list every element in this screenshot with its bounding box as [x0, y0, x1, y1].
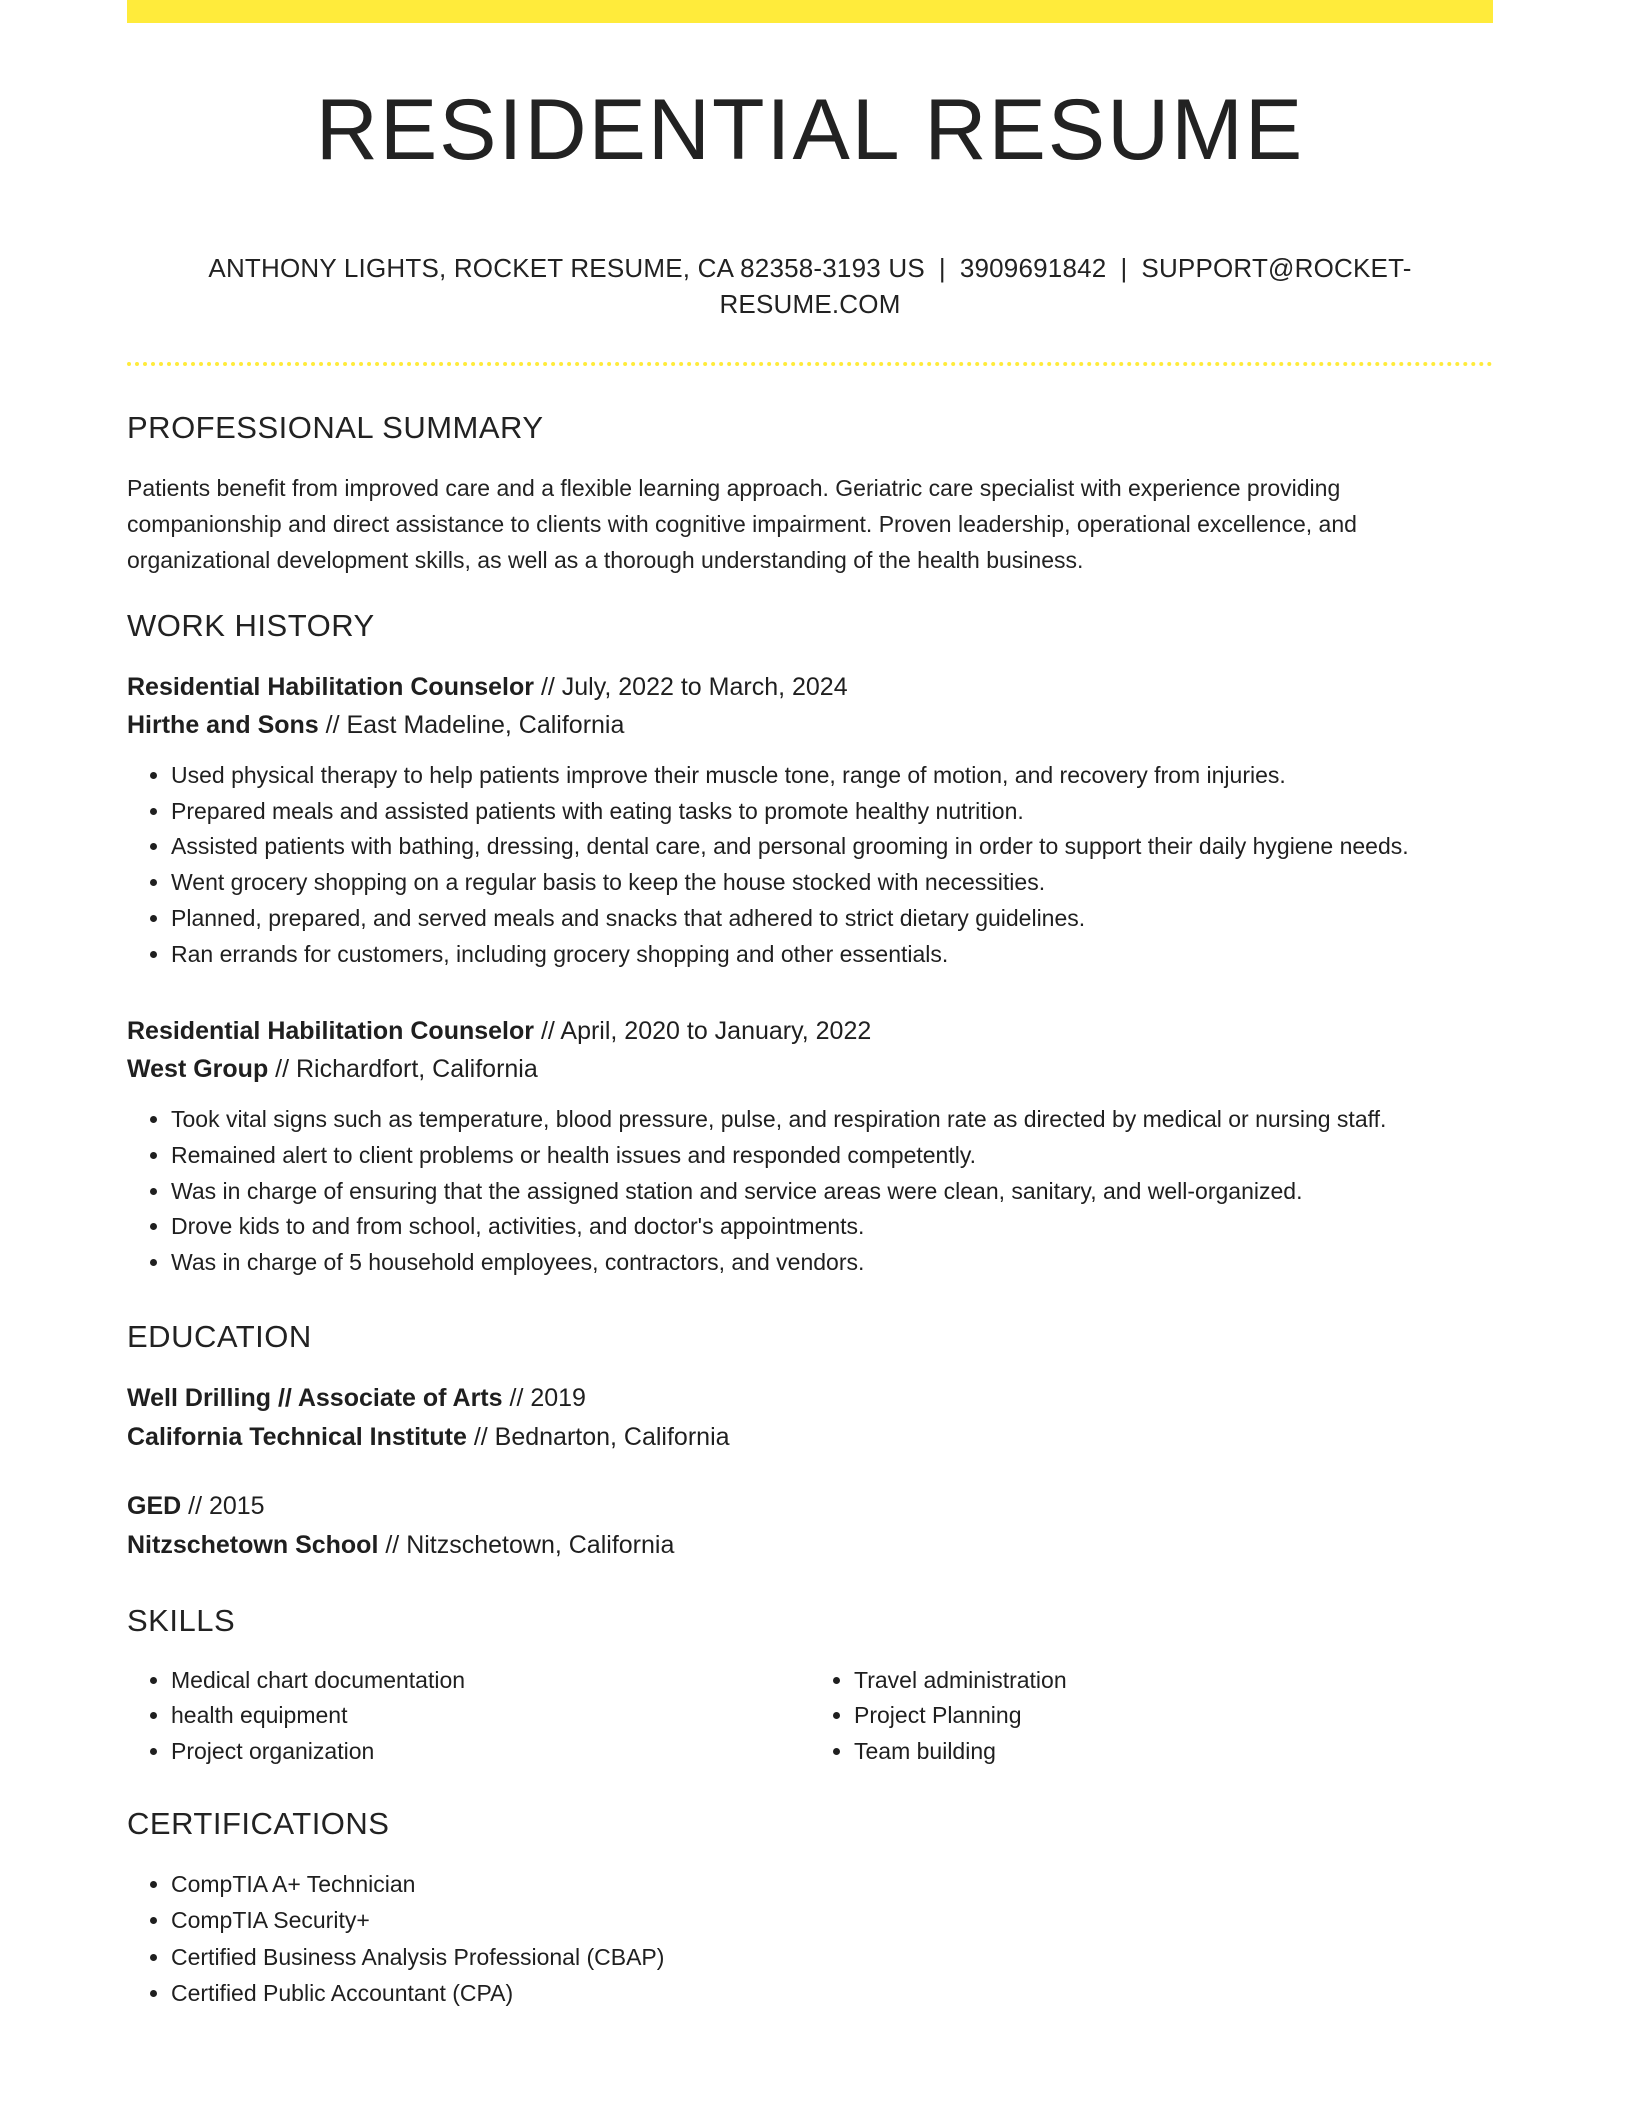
education-school-line — [127, 1418, 1493, 1457]
job-bullet: • Was in charge of ensuring that the assigned station and service areas were clean, sanitary, and well-organized. — [171, 1174, 1493, 1210]
contact-line — [127, 250, 1493, 322]
job-bullet: • Assisted patients with bathing, dressing, dental care, and personal grooming in order to support their daily hygiene needs. — [171, 829, 1493, 865]
contact-phone: 3909691842 — [959, 253, 1107, 283]
job-title: Residential Habilitation Counselor — [127, 673, 534, 701]
job-location: // Richardfort, California — [268, 1055, 538, 1084]
job-bullet: • Remained alert to client problems or health issues and responded competently. — [171, 1138, 1493, 1174]
skills-heading: SKILLS — [127, 1602, 236, 1638]
skill-item: • Team building — [854, 1734, 1493, 1770]
skill-item: • health equipment — [171, 1698, 810, 1734]
education-location: // Nitzschetown, California — [378, 1530, 675, 1559]
education-degree-line — [127, 1487, 1493, 1526]
job-bullet: • Ran errands for customers, including grocery shopping and other essentials. — [171, 937, 1493, 973]
education-degree: GED — [127, 1491, 182, 1520]
job-bullet: • Drove kids to and from school, activities, and doctor's appointments. — [171, 1209, 1493, 1245]
job-entry — [127, 1012, 1493, 1281]
job-location: // East Madeline, California — [318, 711, 625, 739]
education-school-line — [127, 1526, 1493, 1565]
job-bullet: • Planned, prepared, and served meals and snacks that adhered to strict dietary guidelines. — [171, 901, 1493, 937]
certification-item: • CompTIA Security+ — [171, 1902, 1493, 1939]
contact-email: SUPPORT@ROCKET-RESUME.COM — [719, 253, 1412, 319]
job-bullet: • Prepared meals and assisted patients with eating tasks to promote healthy nutrition. — [171, 794, 1493, 830]
summary-heading: PROFESSIONAL SUMMARY — [127, 410, 544, 445]
skill-item: • Medical chart documentation — [171, 1663, 810, 1699]
certification-item: • Certified Business Analysis Professional (CBAP) — [171, 1939, 1493, 1976]
dotted-divider — [127, 362, 1493, 366]
job-bullet: • Used physical therapy to help patients improve their muscle tone, range of motion, and recovery from injuries. — [171, 758, 1493, 794]
job-company: Hirthe and Sons — [127, 711, 319, 739]
education-year: // 2015 — [181, 1491, 265, 1520]
education-school: Nitzschetown School — [127, 1530, 379, 1559]
certifications-block — [127, 1866, 1493, 2012]
education-location: // Bednarton, California — [466, 1422, 730, 1451]
certifications-list — [127, 1866, 1493, 2012]
work-history-heading: WORK HISTORY — [127, 608, 375, 643]
job-title: Residential Habilitation Counselor — [127, 1017, 534, 1046]
job-bullets — [127, 1102, 1493, 1281]
education-school: California Technical Institute — [127, 1422, 467, 1451]
skill-item: • Travel administration — [854, 1663, 1493, 1699]
education-entry — [127, 1487, 1493, 1565]
contact-separator: | — [1120, 253, 1128, 283]
skill-item: • Project organization — [171, 1734, 810, 1770]
education-year: // 2019 — [502, 1383, 586, 1412]
job-company: West Group — [127, 1055, 269, 1084]
skill-item: • Project Planning — [854, 1698, 1493, 1734]
certification-item: • Certified Public Accountant (CPA) — [171, 1975, 1493, 2012]
job-bullets — [127, 758, 1493, 972]
job-company-line — [127, 1050, 1493, 1088]
job-dates: // April, 2020 to January, 2022 — [534, 1017, 872, 1046]
certifications-heading: CERTIFICATIONS — [127, 1805, 390, 1841]
job-dates: // July, 2022 to March, 2024 — [534, 673, 848, 701]
summary-text: Patients benefit from improved care and a flexible learning approach. Geriatric care specialist with experience providing companionship and direct assistance to clients with cognitive impairment. Proven leadership, operational excellence, and organizational development skills, as well as a thorough understanding of the health business. — [127, 475, 1357, 573]
resume-title: RESIDENTIAL RESUME — [315, 82, 1305, 178]
skills-list-right — [810, 1663, 1493, 1770]
skills-list-left — [127, 1663, 810, 1770]
education-degree-line — [127, 1379, 1493, 1418]
contact-address: ANTHONY LIGHTS, ROCKET RESUME, CA 82358-3193 US — [208, 253, 925, 283]
education-heading: EDUCATION — [127, 1318, 312, 1354]
job-bullet: • Went grocery shopping on a regular basis to keep the house stocked with necessities. — [171, 865, 1493, 901]
job-title-line — [127, 668, 1493, 706]
contact-separator: | — [938, 253, 946, 283]
job-bullet: • Was in charge of 5 household employees, contractors, and vendors. — [171, 1245, 1493, 1281]
education-entry — [127, 1379, 1493, 1457]
skills-grid — [127, 1663, 1493, 1770]
job-company-line — [127, 706, 1493, 744]
job-entry — [127, 668, 1493, 972]
certification-item: • CompTIA A+ Technician — [171, 1866, 1493, 1903]
resume-content — [127, 0, 1493, 2012]
job-bullet: • Took vital signs such as temperature, blood pressure, pulse, and respiration rate as directed by medical or nursing staff. — [171, 1102, 1493, 1138]
education-degree: Well Drilling // Associate of Arts — [127, 1383, 503, 1412]
job-title-line — [127, 1012, 1493, 1050]
